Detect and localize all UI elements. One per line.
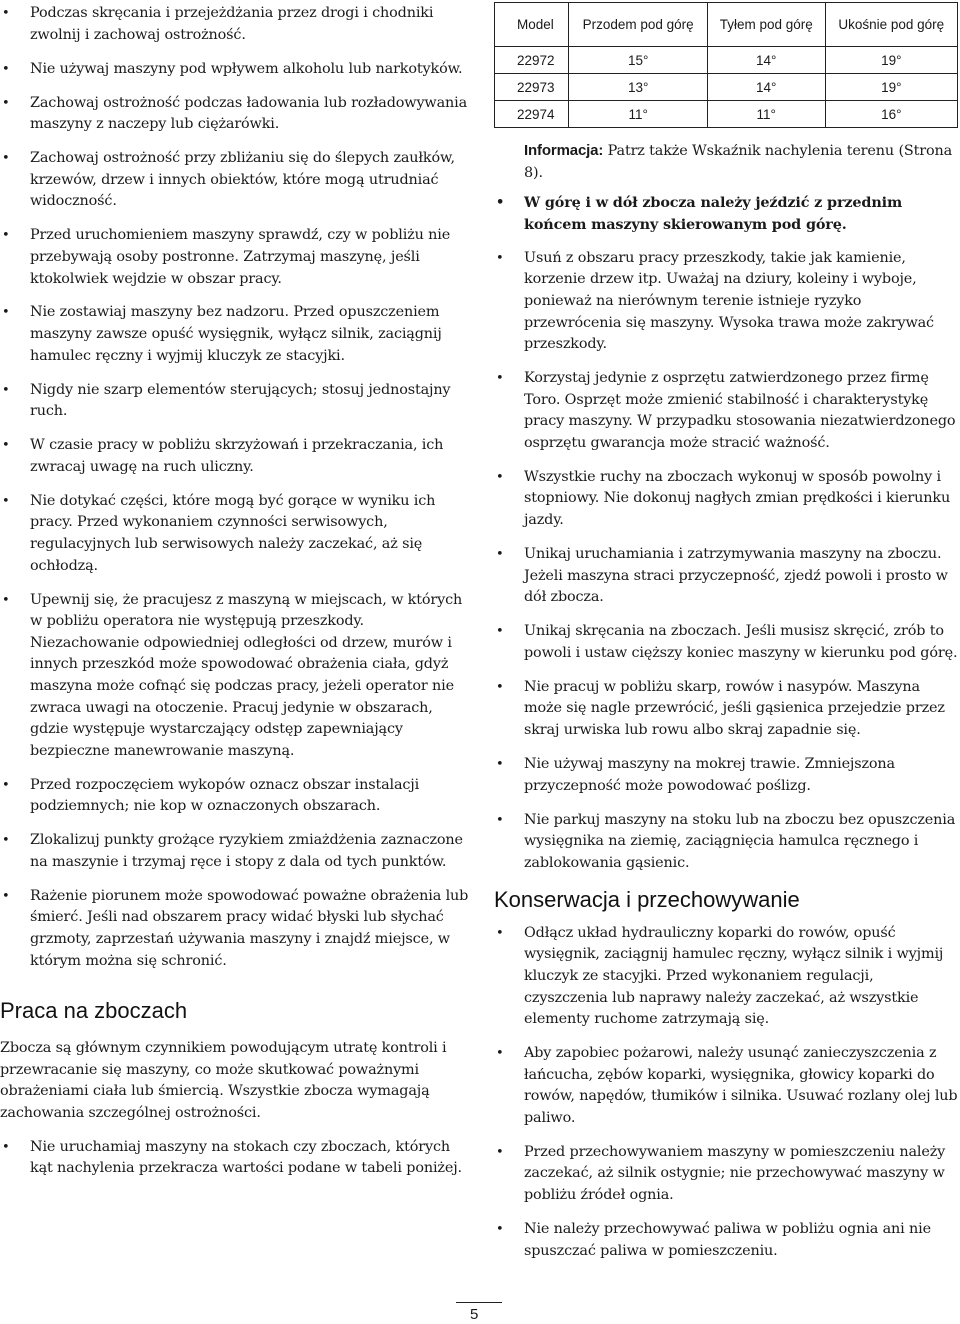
table-cell: 11° — [569, 101, 707, 128]
slope-rules-list — [494, 192, 958, 874]
list-item: • Unikaj uruchamiania i zatrzymywania maszyny na zboczu. Jeżeli maszyna straci przyczepność, zjedź powoli i prosto w dół zbocza. — [496, 546, 948, 606]
slope-limits-table — [494, 2, 958, 128]
bullet-icon: • — [2, 1139, 10, 1155]
column-header-model: Model — [495, 3, 569, 47]
bullet-icon: • — [2, 888, 10, 904]
list-item: • Unikaj skręcania na zboczach. Jeśli musisz skręcić, zrób to powoli i ustaw cięższy koniec maszyny w kierunku pod górę. — [496, 623, 958, 661]
list-item: • Nie należy przechowywać paliwa w pobliżu ognia ani nie spuszczać paliwa w pomieszczeniu. — [496, 1221, 931, 1259]
list-item: • Aby zapobiec pożarowi, należy usunąć zanieczyszczenia z łańcucha, zębów koparki, wysięgnika, głowicy koparki do rowów, napędów, tłumików i silnika. Usuwać rozlany olej lub paliwo. — [496, 1045, 958, 1126]
maintenance-list — [494, 923, 958, 1262]
list-item: • Nie używaj maszyny na mokrej trawie. Zmniejszona przyczepność może powodować poślizg. — [496, 755, 895, 794]
bullet-icon: • — [2, 95, 10, 111]
list-item: • Nie uruchamiaj maszyny na stokach czy zboczach, których kąt nachylenia przekracza wartości podane w tabeli poniżej. — [2, 1138, 462, 1177]
bullet-icon: • — [496, 250, 504, 266]
bullet-icon: • — [2, 61, 10, 77]
bullet-icon: • — [2, 777, 10, 793]
bullet-icon: • — [2, 833, 10, 849]
bullet-icon: • — [496, 547, 504, 563]
list-item: • Nigdy nie szarp elementów sterujących; stosuj jednostajny ruch. — [2, 381, 451, 420]
list-item: • Nie używaj maszyny pod wpływem alkoholu lub narkotyków. — [0, 59, 470, 81]
list-item: • Nie pracuj w pobliżu skarp, rowów i nasypów. Maszyna może się nagle przewrócić, jeśli gąsienica przejedzie przez skraj urwiska lub rowu albo skraj zapadnie się. — [496, 678, 945, 738]
list-item: • Zachowaj ostrożność przy zbliżaniu się do ślepych zaułków, krzewów, drzew i innych obiektów, które mogą utrudniać widoczność. — [2, 150, 455, 210]
bullet-icon: • — [496, 1144, 504, 1160]
column-header-diagonal: Ukośnie pod górę — [825, 3, 957, 47]
table-row — [495, 74, 958, 101]
info-text: Patrz także Wskaźnik nachylenia terenu (Strona 8). — [524, 143, 953, 181]
bullet-icon: • — [2, 6, 10, 21]
page-number: 5 — [470, 1306, 479, 1323]
list-item: • Nie zostawiaj maszyny bez nadzoru. Przed opuszczeniem maszyny zawsze opuść wysięgnik, wyłącz silnik, zaciągnij hamulec ręczny i wyjmij kluczyk ze stacyjki. — [2, 304, 442, 364]
bullet-icon: • — [496, 925, 504, 941]
right-column — [494, 0, 958, 1275]
bullet-icon: • — [496, 195, 505, 211]
section-heading-slopes: Praca na zboczach — [0, 998, 188, 1024]
list-item: • Nie parkuj maszyny na stoku lub na zboczu bez opuszczenia wysięgnika na ziemię, zaciągnięcia hamulca ręcznego i zablokowania gąsienic. — [496, 811, 956, 871]
bullet-icon: • — [2, 305, 10, 321]
bullet-icon: • — [2, 228, 10, 244]
bullet-icon: • — [496, 812, 504, 828]
table-cell: 16° — [825, 101, 957, 128]
section-heading-maintenance: Konserwacja i przechowywanie — [494, 886, 800, 912]
info-label: Informacja: — [524, 142, 604, 159]
list-item: • Zlokalizuj punkty grożące ryzykiem zmiażdżenia zaznaczone na maszynie i trzymaj ręce i stopy z dala od tych punktów. — [2, 832, 463, 870]
bullet-icon: • — [496, 1046, 504, 1062]
list-item: • Nie dotykać części, które mogą być gorące w wyniku ich pracy. Przed wykonaniem czynności serwisowych, regulacyjnych lub serwisowych należy zaczekać, aż się ochłodzą. — [2, 492, 436, 574]
list-item: • Przed przechowywaniem maszyny w pomieszczeniu należy zaczekać, aż silnik ostygnie; nie przechowywać maszyny w pobliżu źródeł ognia. — [496, 1143, 946, 1204]
bullet-icon: • — [2, 592, 10, 608]
list-item: • W czasie pracy w pobliżu skrzyżowań i przekraczania, ich zwracaj uwagę na ruch uliczny. — [2, 437, 444, 475]
list-item: • Upewnij się, że pracujesz z maszyną w miejscach, w których w pobliżu operatora nie występują przeszkody. Niezachowanie odpowiedniej odległości od drzew, murów i innych przeszkód może spowodować obrażenia ciała, gdyż maszyna może cofnąć się podczas pracy, jeżeli operator nie zwraca uwagi na otoczenie. Pracuj jedynie w obszarach, gdzie występuje wystarczający odstęp zapewniający bezpieczne manewrowanie maszyną. — [2, 591, 463, 759]
slopes-intro: Zbocza są głównym czynnikiem powodującym utratę kontroli i przewracanie się maszyny, co może skutkować poważnymi obrażeniami ciała lub śmiercią. Wszystkie zbocza wymagają zachowania szczególnej ostrożności. — [0, 1040, 447, 1122]
table-cell: 15° — [569, 47, 707, 74]
bullet-icon: • — [2, 382, 10, 398]
bullet-icon: • — [2, 151, 10, 167]
list-item: • Rażenie piorunem może spowodować poważne obrażenia lub śmierć. Jeśli nad obszarem pracy widać błyski lub słychać grzmoty, zaprzestań używania maszyny i znajdź miejsce, w którym można się schronić. — [2, 887, 469, 969]
list-item: • Usuń z obszaru pracy przeszkody, takie jak kamienie, korzenie drzew itp. Uważaj na dziury, koleiny i wyboje, ponieważ na nierównym terenie istnieje ryzyko przewrócenia się maszyny. Wysoka trawa może zakrywać przeszkody. — [496, 249, 934, 353]
list-item: • W górę i w dół zbocza należy jeździć z przednim końcem maszyny skierowanym pod górę. — [496, 194, 903, 233]
table-cell: 22974 — [495, 101, 569, 128]
list-item: • Przed uruchomieniem maszyny sprawdź, czy w pobliżu nie przebywają osoby postronne. Zatrzymaj maszynę, jeśli ktokolwiek wejdzie w obszar pracy. — [2, 227, 451, 287]
table-header-row — [495, 3, 958, 47]
bullet-icon: • — [496, 469, 504, 485]
table-cell: 11° — [707, 101, 825, 128]
bullet-icon: • — [2, 493, 10, 509]
table-row — [495, 47, 958, 74]
list-item: • Odłącz układ hydrauliczny koparki do rowów, opuść wysięgnik, zaciągnij hamulec ręczny, wyłącz silnik i wyjmij kluczyk ze stacyjki. Przed wykonaniem regulacji, czyszczenia lub naprawy należy zaczekać, aż wszystkie elementy ruchome zatrzymają się. — [496, 924, 944, 1028]
bullet-icon: • — [496, 679, 504, 695]
left-column — [0, 0, 470, 1192]
table-cell: 19° — [825, 74, 957, 101]
table-row — [495, 101, 958, 128]
table-cell: 13° — [569, 74, 707, 101]
table-cell: 22972 — [495, 47, 569, 74]
list-item: • Wszystkie ruchy na zboczach wykonuj w sposób powolny i stopniowy. Nie dokonuj nagłych zmian prędkości i kierunku jazdy. — [496, 468, 951, 529]
list-item: • Przed rozpoczęciem wykopów oznacz obszar instalacji podziemnych; nie kop w oznaczonych obszarach. — [2, 776, 420, 815]
table-cell: 22973 — [495, 74, 569, 101]
footer-divider — [456, 1302, 502, 1303]
table-cell: 14° — [707, 74, 825, 101]
list-item: • Zachowaj ostrożność podczas ładowania lub rozładowywania maszyny z naczepy lub ciężarówki. — [2, 94, 468, 133]
table-cell: 14° — [707, 47, 825, 74]
bullet-icon: • — [2, 438, 10, 454]
list-item: • Podczas skręcania i przejeżdżania przez drogi i chodniki zwolnij i zachowaj ostrożność. — [2, 5, 434, 43]
info-note — [524, 140, 958, 184]
list-item: • Korzystaj jedynie z osprzętu zatwierdzonego przez firmę Toro. Osprzęt może zmienić stabilność i charakterystykę pracy maszyny. W przypadku stosowania niezatwierdzonego osprzętu gwarancja może stracić ważność. — [496, 370, 956, 451]
bullet-icon: • — [496, 1222, 504, 1238]
bullet-icon: • — [496, 371, 504, 387]
column-header-uphill-rear: Tyłem pod górę — [707, 3, 825, 47]
bullet-icon: • — [496, 624, 504, 640]
safety-list — [0, 0, 470, 972]
table-cell: 19° — [825, 47, 957, 74]
column-header-uphill-front: Przodem pod górę — [569, 3, 707, 47]
bullet-icon: • — [496, 756, 504, 772]
slopes-list — [0, 1137, 470, 1180]
